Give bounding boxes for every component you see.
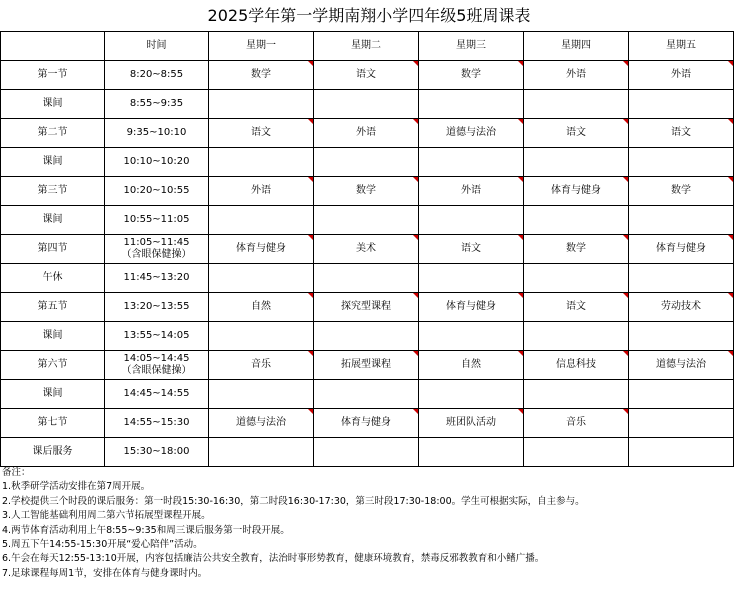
subject-cell — [419, 322, 524, 351]
period-cell: 第五节 — [1, 293, 105, 322]
time-range: 14:45~14:55 — [123, 388, 190, 399]
subject-cell: 外语 — [314, 119, 419, 148]
subject-cell — [209, 380, 314, 409]
subject-cell: 外语 — [629, 61, 734, 90]
time-range: 15:30~18:00 — [123, 446, 190, 457]
subject-cell — [524, 90, 629, 119]
subject-cell — [629, 438, 734, 467]
subject-cell: 外语 — [209, 177, 314, 206]
table-row — [1, 90, 734, 119]
subject-cell — [524, 322, 629, 351]
header-day: 星期三 — [419, 32, 524, 61]
subject-cell — [419, 380, 524, 409]
header-day: 星期四 — [524, 32, 629, 61]
subject-cell — [524, 438, 629, 467]
subject-cell — [629, 90, 734, 119]
subject-cell: 外语 — [524, 61, 629, 90]
subject-cell: 语文 — [419, 235, 524, 264]
table-row — [1, 293, 734, 322]
period-cell: 第一节 — [1, 61, 105, 90]
subject-cell: 体育与健身 — [524, 177, 629, 206]
period-cell: 第三节 — [1, 177, 105, 206]
time-cell — [105, 119, 209, 148]
page-title: 2025学年第一学期南翔小学四年级5班周课表 — [207, 6, 531, 25]
subject-cell: 数学 — [419, 61, 524, 90]
time-cell — [105, 438, 209, 467]
subject-cell: 自然 — [209, 293, 314, 322]
subject-cell: 语文 — [209, 119, 314, 148]
subject-cell: 道德与法治 — [209, 409, 314, 438]
subject-cell — [419, 264, 524, 293]
period-cell: 课间 — [1, 322, 105, 351]
subject-cell: 数学 — [629, 177, 734, 206]
subject-cell — [209, 322, 314, 351]
time-cell — [105, 322, 209, 351]
subject-cell — [314, 380, 419, 409]
subject-cell — [629, 148, 734, 177]
subject-cell: 音乐 — [209, 351, 314, 380]
subject-cell — [524, 380, 629, 409]
subject-cell — [629, 322, 734, 351]
table-row — [1, 148, 734, 177]
time-range: 14:55~15:30 — [123, 417, 190, 428]
period-cell: 课间 — [1, 90, 105, 119]
subject-cell: 信息科技 — [524, 351, 629, 380]
time-range: 13:55~14:05 — [123, 330, 190, 341]
subject-cell: 语文 — [524, 119, 629, 148]
subject-cell: 探究型课程 — [314, 293, 419, 322]
subject-cell: 语文 — [314, 61, 419, 90]
subject-cell: 体育与健身 — [314, 409, 419, 438]
subject-cell — [209, 90, 314, 119]
subject-cell: 道德与法治 — [629, 351, 734, 380]
time-cell — [105, 380, 209, 409]
time-cell — [105, 409, 209, 438]
table-row — [1, 119, 734, 148]
header-day: 星期五 — [629, 32, 734, 61]
subject-cell — [314, 90, 419, 119]
time-range: 9:35~10:10 — [126, 127, 187, 138]
subject-cell — [209, 438, 314, 467]
subject-cell — [209, 148, 314, 177]
time-cell — [105, 61, 209, 90]
time-cell — [105, 235, 209, 264]
timetable — [0, 31, 734, 467]
time-cell — [105, 206, 209, 235]
subject-cell: 体育与健身 — [629, 235, 734, 264]
subject-cell — [419, 90, 524, 119]
time-cell — [105, 351, 209, 380]
subject-cell — [314, 206, 419, 235]
subject-cell — [524, 206, 629, 235]
time-range: 8:20~8:55 — [129, 69, 184, 80]
period-cell: 第四节 — [1, 235, 105, 264]
table-row — [1, 438, 734, 467]
table-row — [1, 177, 734, 206]
table-row — [1, 61, 734, 90]
period-cell: 课后服务 — [1, 438, 105, 467]
time-cell — [105, 148, 209, 177]
table-row — [1, 409, 734, 438]
subject-cell — [629, 264, 734, 293]
period-cell: 课间 — [1, 148, 105, 177]
time-note: （含眼保健操） — [121, 365, 192, 376]
subject-cell: 音乐 — [524, 409, 629, 438]
header-time: 时间 — [105, 32, 209, 61]
subject-cell: 自然 — [419, 351, 524, 380]
subject-cell: 班团队活动 — [419, 409, 524, 438]
subject-cell: 语文 — [524, 293, 629, 322]
time-range: 10:10~10:20 — [123, 156, 190, 167]
header-day: 星期二 — [314, 32, 419, 61]
period-cell: 课间 — [1, 206, 105, 235]
period-cell: 午休 — [1, 264, 105, 293]
subject-cell: 拓展型课程 — [314, 351, 419, 380]
subject-cell — [524, 148, 629, 177]
time-cell — [105, 177, 209, 206]
table-row — [1, 235, 734, 264]
subject-cell — [209, 206, 314, 235]
time-cell — [105, 264, 209, 293]
subject-cell — [524, 264, 629, 293]
time-cell — [105, 90, 209, 119]
notes-label: 备注： — [2, 467, 31, 478]
subject-cell — [419, 438, 524, 467]
subject-cell — [314, 438, 419, 467]
time-range: 10:55~11:05 — [123, 214, 190, 225]
table-row — [1, 380, 734, 409]
subject-cell — [629, 380, 734, 409]
subject-cell: 劳动技术 — [629, 293, 734, 322]
time-range: 14:05~14:45 — [123, 353, 190, 364]
note-item: 3.人工智能基础利用周二第六节拓展型课程开展。 — [2, 510, 211, 522]
subject-cell: 数学 — [209, 61, 314, 90]
note-item: 2.学校提供三个时段的课后服务：第一时段15:30-16:30，第二时段16:30-17:30，第三时段17:30-18:00。学生可根据实际，自主参与。 — [2, 495, 585, 507]
table-row — [1, 351, 734, 380]
subject-cell: 体育与健身 — [419, 293, 524, 322]
subject-cell — [314, 322, 419, 351]
subject-cell: 体育与健身 — [209, 235, 314, 264]
period-cell: 第七节 — [1, 409, 105, 438]
period-cell: 课间 — [1, 380, 105, 409]
subject-cell — [419, 148, 524, 177]
time-cell — [105, 293, 209, 322]
subject-cell: 数学 — [524, 235, 629, 264]
subject-cell — [209, 264, 314, 293]
subject-cell — [629, 206, 734, 235]
time-range: 11:45~13:20 — [123, 272, 190, 283]
time-range: 11:05~11:45 — [123, 237, 190, 248]
subject-cell: 道德与法治 — [419, 119, 524, 148]
table-row — [1, 264, 734, 293]
note-item: 1.秋季研学活动安排在第7周开展。 — [2, 481, 151, 493]
subject-cell: 外语 — [419, 177, 524, 206]
period-cell: 第六节 — [1, 351, 105, 380]
table-row — [1, 206, 734, 235]
table-row — [1, 322, 734, 351]
header-day: 星期一 — [209, 32, 314, 61]
note-item: 4.两节体育活动利用上午8:55~9:35和周三课后服务第一时段开展。 — [2, 524, 290, 536]
header-row — [1, 32, 734, 61]
subject-cell — [629, 409, 734, 438]
subject-cell: 语文 — [629, 119, 734, 148]
subject-cell — [314, 264, 419, 293]
period-cell: 第二节 — [1, 119, 105, 148]
header-corner-cell — [1, 32, 105, 61]
time-range: 8:55~9:35 — [129, 98, 184, 109]
time-range: 10:20~10:55 — [123, 185, 190, 196]
time-range: 13:20~13:55 — [123, 301, 190, 312]
notes-section — [2, 466, 736, 581]
note-item: 7.足球课程每周1节，安排在体育与健身课时内。 — [2, 567, 208, 579]
note-item: 5.周五下午14:55-15:30开展“爱心陪伴”活动。 — [2, 539, 203, 551]
note-item: 6.午会在每天12:55-13:10开展，内容包括廉洁公共安全教育，法治时事形势教育，健康环境教育，禁毒反邪教教育和小鳍广播。 — [2, 553, 545, 565]
subject-cell — [419, 206, 524, 235]
subject-cell: 数学 — [314, 177, 419, 206]
subject-cell — [314, 148, 419, 177]
subject-cell: 美术 — [314, 235, 419, 264]
time-note: （含眼保健操） — [121, 249, 192, 260]
